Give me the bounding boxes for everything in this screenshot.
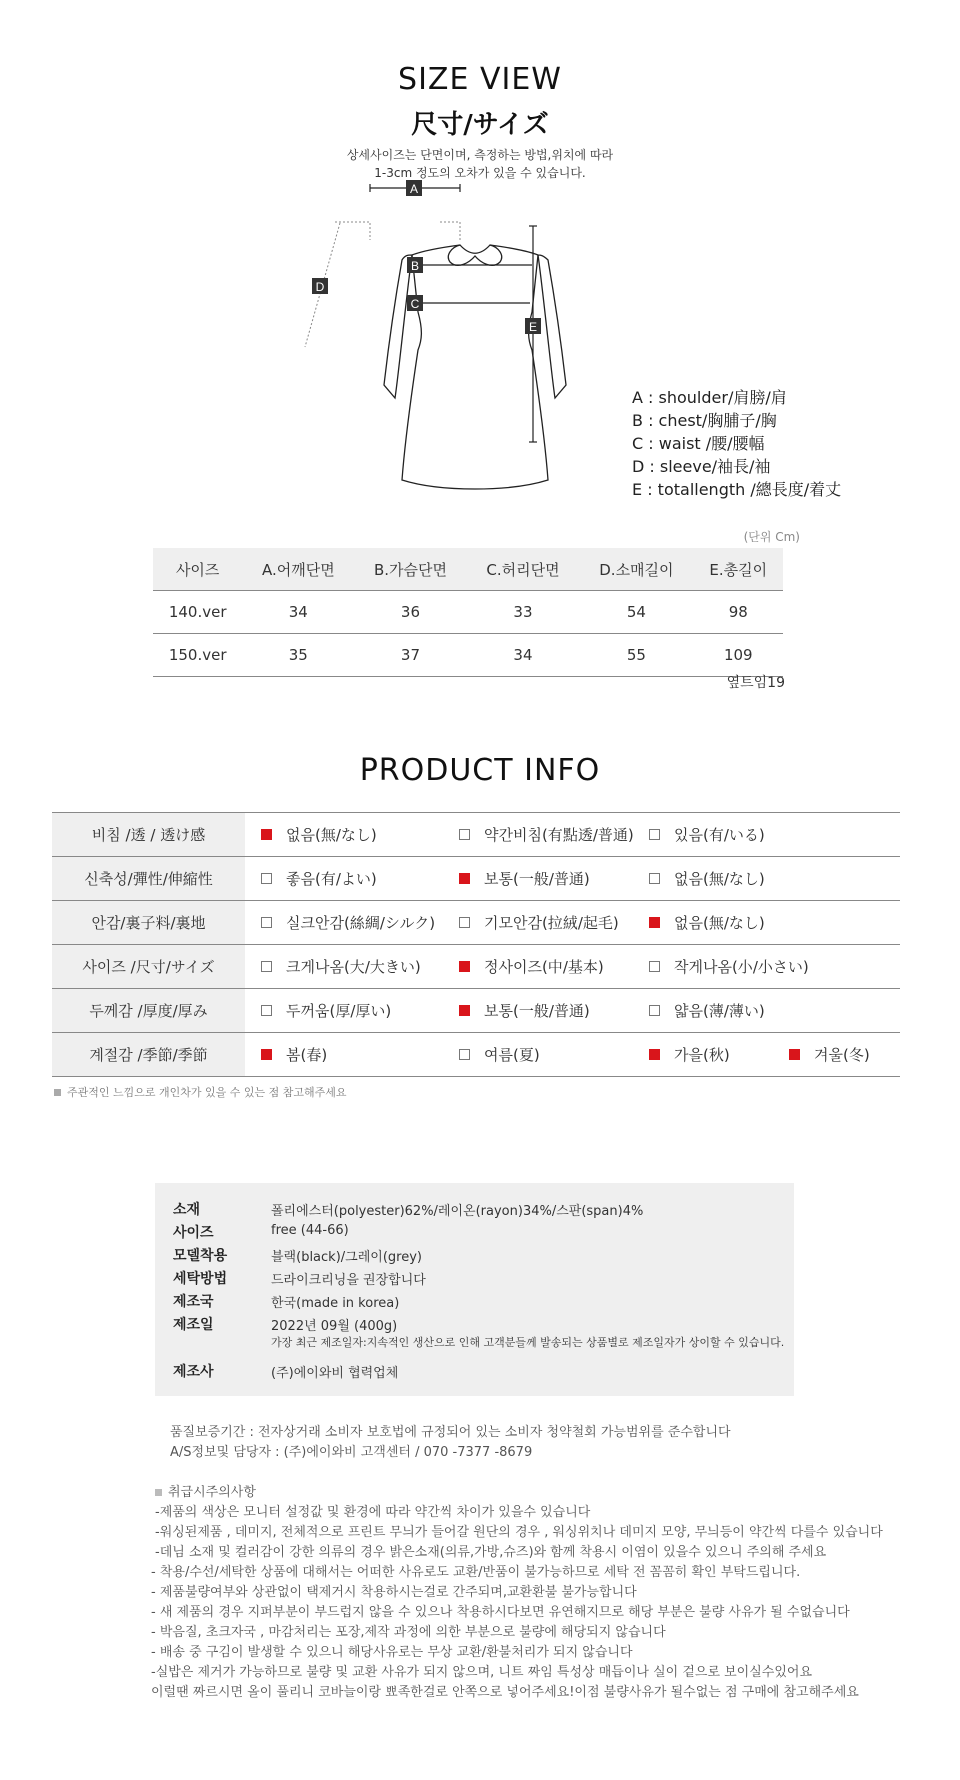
spec-key: 제조사: [173, 1364, 214, 1380]
table-cell: 34: [467, 634, 580, 677]
spec-box: [155, 1183, 794, 1396]
info-option-label: 좋음(有/よい): [286, 870, 377, 888]
info-row-label: 비침 /透 / 透け感: [52, 813, 245, 857]
unchecked-box-icon: [261, 917, 272, 928]
info-option-label: 보통(一般/普通): [484, 1002, 590, 1020]
checked-box-icon: [459, 1005, 470, 1016]
checked-box-icon: [789, 1049, 800, 1060]
note-bullet-icon: [54, 1089, 61, 1096]
marker-e: E: [528, 320, 538, 334]
info-option: [443, 956, 633, 977]
caution-line: -워싱된제품 , 데미지, 전체적으로 프린트 무늬가 들어갈 원단의 경우 , 워싱위치나 데미지 모양, 무늬등이 약간씩 다를수 있습니다: [155, 1525, 883, 1540]
manufacture-note: 가장 최근 제조일자:지속적인 생산으로 인해 고객분들께 발송되는 상품별로 제조일자가 상이할 수 있습니다.: [271, 1336, 785, 1349]
info-row: [52, 813, 900, 857]
info-option-label: 여름(夏): [484, 1046, 540, 1064]
unchecked-box-icon: [459, 1049, 470, 1060]
table-row: [153, 591, 783, 634]
caution-line: - 새 제품의 경우 지퍼부분이 부드럽지 않을 수 있으나 착용하시다보면 유연해지므로 해당 부분은 불량 사유가 될 수없습니다: [151, 1605, 850, 1620]
table-cell: 54: [579, 591, 693, 634]
marker-a: A: [409, 182, 419, 196]
checked-box-icon: [459, 961, 470, 972]
caution-line: - 착용/수선/세탁한 상품에 대해서는 어떠한 사유로도 교환/반품이 불가능하므로 세탁 전 꼼꼼히 확인 부탁드립니다.: [151, 1565, 801, 1580]
header-cell: 사이즈: [153, 548, 242, 591]
spec-value: 2022년 09월 (400g): [271, 1319, 398, 1334]
side-slit-note: 옆트임19: [726, 675, 785, 691]
info-option-label: 얇음(薄/薄い): [674, 1002, 765, 1020]
info-option: [633, 868, 773, 889]
info-option: [633, 1000, 773, 1021]
caution-title-row: [155, 1481, 256, 1500]
spec-key: 소재: [173, 1202, 201, 1218]
spec-value: 폴리에스터(polyester)62%/레이온(rayon)34%/스판(span)4%: [271, 1204, 644, 1219]
unchecked-box-icon: [261, 1005, 272, 1016]
legend-c: C : waist /腰/腰幅: [632, 434, 765, 453]
unchecked-box-icon: [459, 917, 470, 928]
unchecked-box-icon: [459, 829, 470, 840]
info-row-options: [245, 813, 900, 857]
info-option: [443, 868, 633, 889]
caution-line: -데님 소재 및 컬러감이 강한 의류의 경우 밝은소재(의류,가방,슈즈)와 함께 착용시 이염이 있을수 있으니 주의해 주세요: [155, 1545, 827, 1560]
unchecked-box-icon: [649, 829, 660, 840]
caution-line: - 박음질, 초크자국 , 마감처리는 포장,제작 과정에 의한 부분으로 불량에 해당되지 않습니다: [151, 1625, 666, 1640]
spec-value: free (44-66): [271, 1223, 349, 1238]
caution-line: -실밥은 제거가 가능하므로 불량 및 교환 사유가 되지 않으며, 니트 짜임 특성상 매듭이나 실이 겉으로 보이실수있어요: [151, 1665, 813, 1680]
info-option-label: 보통(一般/普通): [484, 870, 590, 888]
marker-b: B: [410, 259, 420, 273]
unit-label: (단위 Cm): [743, 530, 800, 544]
table-cell: 37: [354, 634, 466, 677]
info-option: [245, 868, 443, 889]
table-cell: 150.ver: [153, 634, 242, 677]
legend-a: A : shoulder/肩膀/肩: [632, 388, 787, 407]
header-cell: A.어깨단면: [242, 548, 354, 591]
legend-b: B : chest/胸脯子/胸: [632, 411, 777, 430]
info-option: [245, 956, 443, 977]
size-note-line2: 1-3cm 정도의 오차가 있을 수 있습니다.: [374, 166, 586, 180]
info-row: [52, 945, 900, 989]
diagram-markers: [312, 180, 541, 334]
info-option-label: 정사이즈(中/基本): [484, 958, 604, 976]
info-row: [52, 901, 900, 945]
info-row-label: 사이즈 /尺寸/サイズ: [52, 945, 245, 989]
header-cell: C.허리단면: [467, 548, 580, 591]
spec-value: 블랙(black)/그레이(grey): [271, 1250, 422, 1265]
info-option-label: 약간비침(有點透/普通): [484, 826, 634, 844]
info-option-label: 실크안감(絲綢/シルク): [286, 914, 436, 932]
info-option-label: 있음(有/いる): [674, 826, 765, 844]
header-cell: D.소매길이: [579, 548, 693, 591]
caution-line: 이럴땐 짜르시면 올이 풀리니 코바늘이랑 뾰족한걸로 안쪽으로 넣어주세요!이점 불량사유가 될수없는 점 구매에 참고해주세요: [151, 1685, 859, 1700]
spec-key: 세탁방법: [173, 1271, 228, 1287]
info-option-label: 겨울(冬): [814, 1046, 870, 1064]
info-row: [52, 1033, 900, 1077]
info-option-label: 없음(無/なし): [286, 826, 377, 844]
info-option: [245, 824, 443, 845]
info-option-label: 봄(春): [286, 1046, 328, 1064]
info-option: [633, 1044, 773, 1065]
info-option: [443, 824, 633, 845]
size-table-header: [153, 548, 783, 591]
unchecked-box-icon: [261, 961, 272, 972]
unchecked-box-icon: [649, 1005, 660, 1016]
caution-line: - 제품불량여부와 상관없이 택제거시 착용하시는걸로 간주되며,교환환불 불가능합니다: [151, 1585, 637, 1600]
spec-key: 모델착용: [173, 1248, 228, 1264]
info-option: [443, 1044, 633, 1065]
product-info-title: PRODUCT INFO: [359, 753, 601, 788]
table-cell: 140.ver: [153, 591, 242, 634]
info-option: [633, 956, 809, 977]
spec-key: 사이즈: [173, 1225, 214, 1241]
size-view-subtitle: 尺寸/サイズ: [411, 110, 549, 140]
info-row-options: [245, 989, 900, 1033]
caution-line: - 배송 중 구김이 발생할 수 있으니 해당사유로는 무상 교환/환불처리가 되지 않습니다: [151, 1645, 633, 1660]
info-row: [52, 989, 900, 1033]
unchecked-box-icon: [649, 961, 660, 972]
info-option-label: 크게나옴(大/大きい): [286, 958, 421, 976]
checked-box-icon: [649, 1049, 660, 1060]
warranty-line1: 품질보증기간 : 전자상거래 소비자 보호법에 규정되어 있는 소비자 청약철회 가능범위를 준수합니다: [170, 1425, 731, 1440]
size-view-title: SIZE VIEW: [398, 62, 562, 97]
dress-measurement-diagram: [315, 182, 620, 520]
info-option: [633, 824, 773, 845]
info-row-options: [245, 857, 900, 901]
info-row-label: 계절감 /季節/季節: [52, 1033, 245, 1077]
checked-box-icon: [261, 829, 272, 840]
checked-box-icon: [261, 1049, 272, 1060]
caution-title: 취급시주의사항: [168, 1485, 256, 1500]
info-option-label: 작게나옴(小/小さい): [674, 958, 809, 976]
info-row-label: 신축성/彈性/伸縮性: [52, 857, 245, 901]
table-cell: 34: [242, 591, 354, 634]
product-info-note: 주관적인 느낌으로 개인차가 있을 수 있는 점 참고해주세요: [67, 1086, 347, 1099]
info-option: [443, 1000, 633, 1021]
info-option-label: 없음(無/なし): [674, 914, 765, 932]
table-cell: 33: [467, 591, 580, 634]
info-option: [773, 1044, 893, 1065]
size-note-line1: 상세사이즈는 단면이며, 측정하는 방법,위치에 따라: [346, 148, 614, 162]
info-row-options: [245, 901, 900, 945]
table-row: [153, 634, 783, 677]
table-cell: 55: [579, 634, 693, 677]
table-cell: 36: [354, 591, 466, 634]
info-option-label: 기모안감(拉絨/起毛): [484, 914, 619, 932]
info-option-label: 두꺼움(厚/厚い): [286, 1002, 392, 1020]
legend-e: E : totallength /總長度/着丈: [632, 480, 842, 499]
table-cell: 35: [242, 634, 354, 677]
info-row-label: 안감/裏子料/裏地: [52, 901, 245, 945]
info-row-label: 두께감 /厚度/厚み: [52, 989, 245, 1033]
spec-value: 드라이크리닝을 권장합니다: [271, 1273, 426, 1288]
info-option-label: 가을(秋): [674, 1046, 730, 1064]
spec-key: 제조국: [173, 1294, 214, 1310]
header-cell: E.총길이: [694, 548, 783, 591]
product-info-table: [52, 812, 900, 1077]
size-table: [153, 548, 783, 677]
marker-c: C: [410, 297, 420, 311]
table-cell: 98: [694, 591, 783, 634]
info-option: [245, 1000, 443, 1021]
table-cell: 109: [694, 634, 783, 677]
header-cell: B.가슴단면: [354, 548, 466, 591]
caution-line: -제품의 색상은 모니터 설정값 및 환경에 따라 약간씩 차이가 있을수 있습니다: [155, 1505, 591, 1520]
spec-key: 제조일: [173, 1317, 214, 1333]
info-option-label: 없음(無/なし): [674, 870, 765, 888]
info-option: [245, 912, 443, 933]
spec-value: 한국(made in korea): [271, 1296, 400, 1311]
spec-value: (주)에이와비 협력업체: [271, 1366, 399, 1381]
product-info-note-row: [54, 1084, 347, 1100]
warranty-line2: A/S정보및 담당자 : (주)에이와비 고객센터 / 070 -7377 -8679: [170, 1445, 533, 1460]
info-row-options: [245, 1033, 900, 1077]
info-option: [633, 912, 773, 933]
info-option: [245, 1044, 443, 1065]
legend-d: D : sleeve/袖長/袖: [632, 457, 771, 476]
info-row: [52, 857, 900, 901]
marker-d: D: [315, 280, 325, 294]
checked-box-icon: [459, 873, 470, 884]
unchecked-box-icon: [649, 873, 660, 884]
caution-bullet-icon: [155, 1489, 162, 1496]
unchecked-box-icon: [261, 873, 272, 884]
checked-box-icon: [649, 917, 660, 928]
info-row-options: [245, 945, 900, 989]
info-option: [443, 912, 633, 933]
